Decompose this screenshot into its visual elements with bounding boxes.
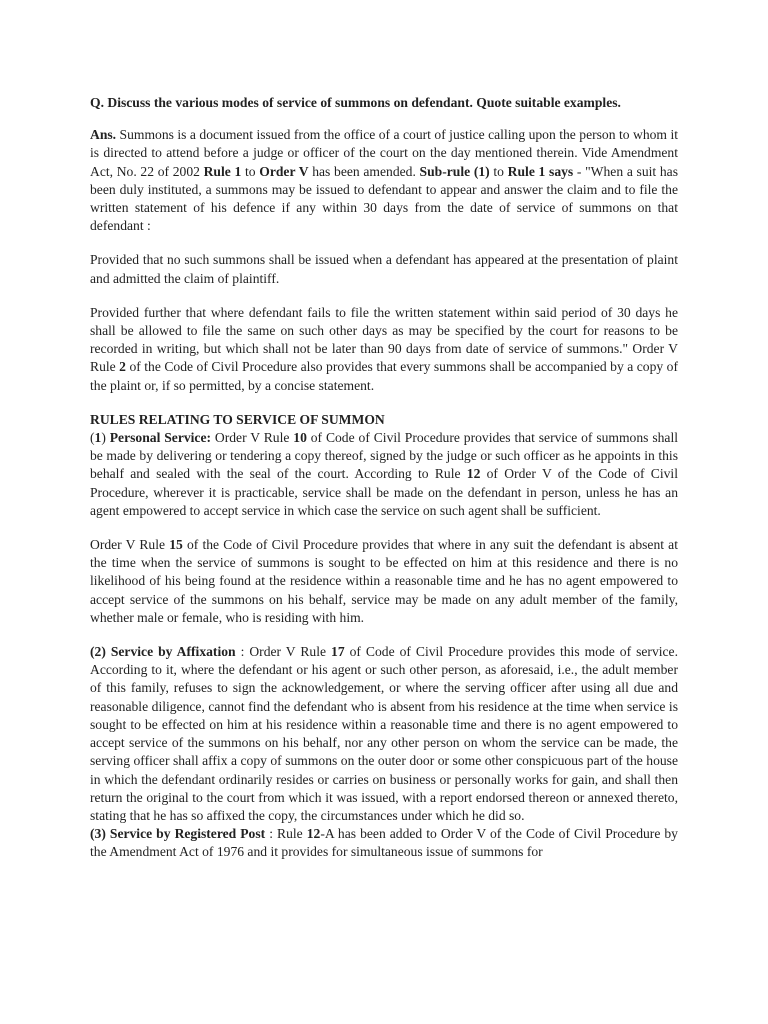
- registered-post-paragraph: [90, 825, 678, 861]
- section-heading: RULES RELATING TO SERVICE OF SUMMON: [90, 411, 385, 427]
- bold-ref: 10: [293, 430, 307, 446]
- question-text: Q. Discuss the various modes of service of summons on defendant. Quote suitable examples.: [90, 95, 621, 110]
- document-page: [90, 94, 678, 862]
- paragraph-text: Order V Rule: [211, 430, 294, 446]
- answer-text: - "When a suit has been duly instituted, a summons may be issued to defendant to appear and answer the claim and to file the written statement of his defence if any within 30 days from the date of service of summons on that defendant :: [90, 163, 679, 234]
- paragraph-text: : Rule: [265, 826, 307, 842]
- list-marker: (: [90, 430, 95, 446]
- list-marker: ): [101, 430, 110, 446]
- paragraph-text: of Code of Civil Procedure provides this mode of service. According to it, where the defendant or his agent or such other person, as aforesaid, i.e., the adult member of this family, refuses to sign the acknowledgement, or where the serving officer after using all due and reasonable diligence, cannot find the defendant who is absent from his residence at the time when service is sought to be effected on him at his residence within a reasonable time and there is no agent empowered to accept service of the summons on his behalf, nor any other person on whom the service can be made, the serving officer shall affix a copy of summons on the outer door or some other conspicuous part of the house in which the defendant ordinarily resides or carries on business or personally works for gain, and shall then return the original to the court from which it was issued, with a report endorsed thereon or annexed thereto, stating that he has so affixed the copy, the circumstances under which he did so.: [90, 644, 678, 823]
- bold-ref: Rule 1 says: [507, 163, 574, 179]
- proviso-text: of the Code of Civil Procedure also provides that every summons shall be accompanied by a copy of the plaint or, if so permitted, by a concise statement.: [90, 359, 678, 393]
- rule15-paragraph: [90, 536, 678, 627]
- bold-ref: Order V: [259, 163, 309, 179]
- bold-ref: Rule 1: [203, 163, 242, 179]
- paragraph-text: -A has been added to Order V of the Code of Civil Procedure by the Amendment Act of 1976 and it provides for simultaneous issue of summons for: [90, 826, 678, 860]
- paragraph-text: : Order V Rule: [235, 644, 332, 660]
- answer-label: Ans.: [90, 127, 117, 143]
- answer-text: to: [241, 163, 260, 179]
- proviso-text: Provided further that where defendant fails to file the written statement within said period of 30 days he shall be allowed to file the same on such other days as may be specified by the court for reasons to be recorded in writing, but which shall not be later than 90 days from date of service of summons." Order V Rule: [90, 304, 678, 375]
- paragraph-text: of Order V of the Code of Civil Procedure, wherever it is practicable, service shall be made on the defendant in person, unless he has an agent empowered to accept service in which case the service on such agent shall be sufficient.: [90, 466, 678, 518]
- answer-text: has been amended.: [308, 163, 420, 179]
- answer-paragraph: [90, 126, 678, 235]
- subsection-title: Personal Service:: [109, 430, 212, 446]
- proviso-paragraph: Provided that no such summons shall be issued when a defendant has appeared at the presentation of plaint and admitted the claim of plaintiff.: [90, 252, 678, 286]
- bold-ref: 15: [169, 537, 183, 553]
- proviso-further-paragraph: [90, 304, 678, 395]
- paragraph-text: of the Code of Civil Procedure provides that where in any suit the defendant is absent at the time when the service of summons is sought to be effected on him at this residence and there is no likelihood of his being found at the residence within a reasonable time and he has no agent empowered to accept service of the summons on his behalf, service may be made on any adult member of the family, whether male or female, who is residing with him.: [90, 537, 678, 625]
- affixation-paragraph: [90, 643, 678, 825]
- paragraph-text: of Code of Civil Procedure provides that service of summons shall be made by delivering or tendering a copy thereof, signed by the judge or such officer as he appoints in this behalf and sealed with the seal of the court. According to Rule: [90, 430, 678, 482]
- bold-ref: 12: [306, 826, 321, 842]
- bold-ref: 12: [466, 466, 481, 482]
- personal-service-paragraph: [90, 429, 678, 520]
- bold-ref: 17: [331, 644, 345, 660]
- subsection-title: (3) Service by Registered Post: [90, 826, 266, 842]
- answer-text: Summons is a document issued from the office of a court of justice calling upon the person to whom it is directed to attend before a judge or officer of the court on the day mentioned therein. Vide Amendment Act, No. 22 of 2002: [90, 127, 678, 179]
- bold-ref: Sub-rule (1): [419, 163, 490, 179]
- answer-text: to: [489, 163, 508, 179]
- paragraph-text: Order V Rule: [90, 537, 170, 553]
- bold-ref: 2: [119, 359, 126, 375]
- subsection-title: (2) Service by Affixation: [90, 644, 236, 660]
- list-number: 1: [94, 430, 102, 446]
